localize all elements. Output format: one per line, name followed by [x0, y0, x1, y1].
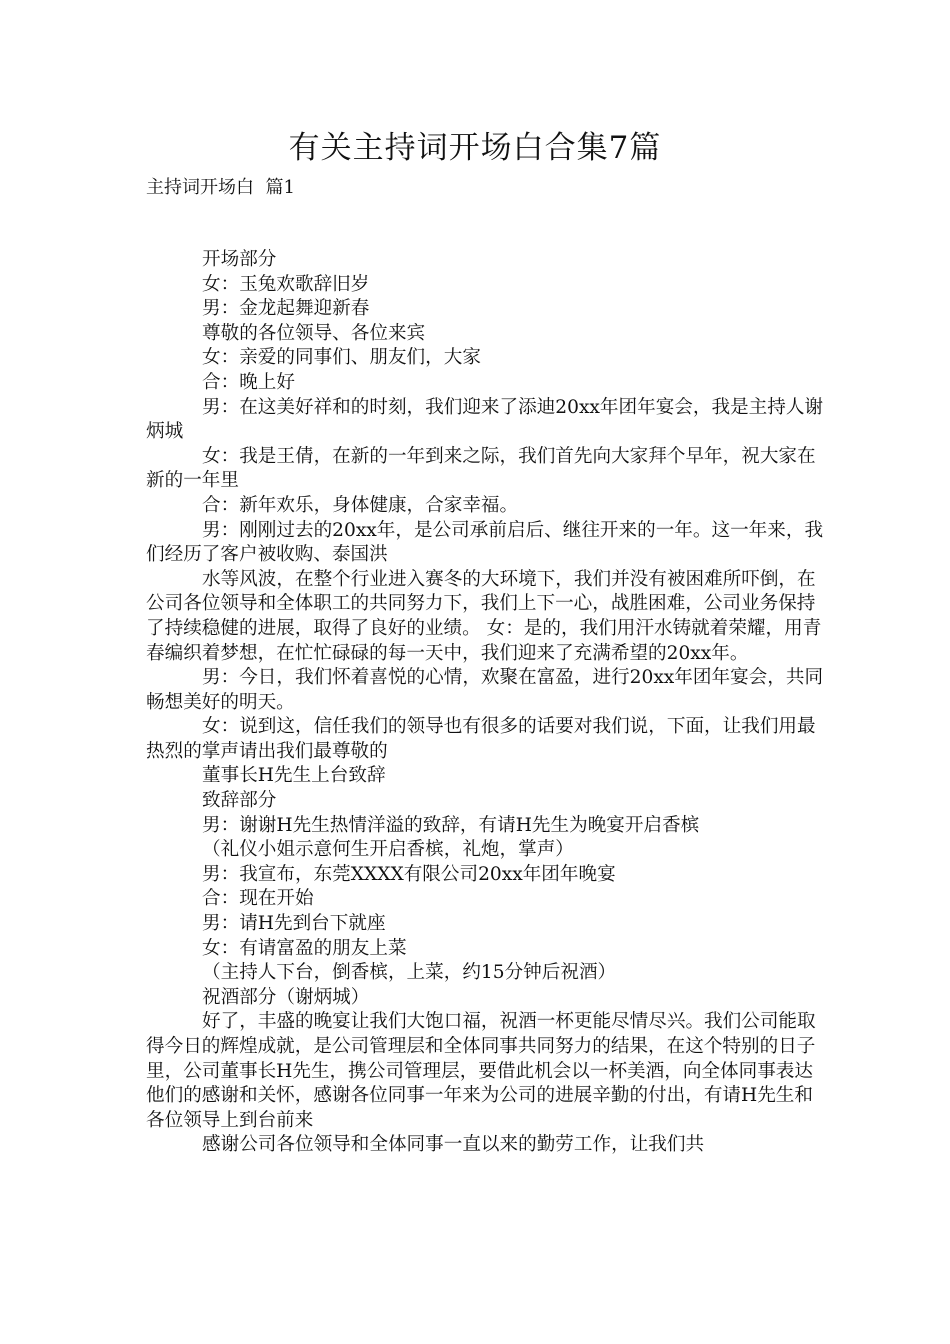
body-paragraph: 女：有请富盈的朋友上菜	[202, 937, 407, 959]
document-title: 有关主持词开场白合集7篇	[288, 130, 662, 166]
body-paragraph: 致辞部分	[202, 790, 277, 812]
body-paragraph: 开场部分	[202, 249, 277, 270]
body-paragraph: （礼仪小姐示意何生开启香槟，礼炮，掌声）	[202, 839, 574, 861]
body-paragraph: 男：刚刚过去的20xx年，是公司承前启后、继往开来的一年。这一年来，我们经历了客户被收购、泰国洪	[146, 519, 824, 566]
section-heading: 主持词开场白 篇1	[146, 177, 295, 198]
body-paragraph: 合：晚上好	[202, 371, 295, 393]
body-paragraph: 祝酒部分（谢炳城）	[202, 986, 370, 1008]
body-paragraph: 尊敬的各位领导、各位来宾	[202, 322, 426, 344]
body-paragraph: 女：说到这，信任我们的领导也有很多的话要对我们说，下面，让我们用最热烈的掌声请出我们最尊敬的	[146, 716, 816, 762]
body-paragraph: 男：我宣布，东莞XXXX有限公司20xx年团年晚宴	[202, 863, 616, 885]
body-paragraph: 女：我是王倩，在新的一年到来之际，我们首先向大家拜个早年，祝大家在新的一年里	[146, 445, 816, 492]
body-paragraph: 男：谢谢H先生热情洋溢的致辞，有请H先生为晚宴开启香槟	[202, 814, 700, 836]
body-paragraph: 男：今日，我们怀着喜悦的心情，欢聚在富盈，进行20xx年团年宴会，共同畅想美好的明天。	[146, 667, 824, 713]
body-paragraph: 好了，丰盛的晚宴让我们大饱口福，祝酒一杯更能尽情尽兴。我们公司能取得今日的辉煌成就，是公司管理层和全体同事共同努力的结果，在这个特别的日子里，公司董事长H先生，携公司管理层，要借此机会以一杯美酒，向全体同事表达他们的感谢和关怀，感谢各位同事一年来为公司的进展辛勤的付出，有请H先生和各位领导上到台前来	[146, 1011, 816, 1131]
body-paragraph: 合：现在开始	[202, 888, 314, 910]
body-paragraph: 男：金龙起舞迎新春	[202, 298, 370, 320]
body-paragraph: 感谢公司各位领导和全体同事一直以来的勤劳工作，让我们共	[202, 1134, 705, 1156]
body-paragraph: 董事长H先生上台致辞	[202, 765, 386, 787]
body-paragraph: 女：亲爱的同事们、朋友们，大家	[202, 347, 481, 369]
body-paragraph: （主持人下台，倒香槟，上菜，约15分钟后祝酒）	[202, 962, 617, 984]
body-paragraph: 合：新年欢乐，身体健康，合家幸福。	[202, 494, 519, 516]
body-paragraph: 水等风波，在整个行业进入赛冬的大环境下，我们并没有被困难所吓倒，在公司各位领导和全体职工的共同努力下，我们上下一心，战胜困难，公司业务保持了持续稳健的进展，取得了良好的业绩。 女：是的，我们用汗水铸就着荣耀，用青春编织着梦想，在忙忙碌碌的每一天中，我们迎来了充满希望的20xx年。	[146, 568, 822, 664]
document-body	[146, 248, 826, 1158]
body-paragraph: 男：请H先到台下就座	[202, 913, 386, 935]
body-paragraph: 男：在这美好祥和的时刻，我们迎来了添迪20xx年团年宴会，我是主持人谢炳城	[146, 396, 824, 443]
body-paragraph: 女：玉兔欢歌辞旧岁	[202, 273, 370, 295]
